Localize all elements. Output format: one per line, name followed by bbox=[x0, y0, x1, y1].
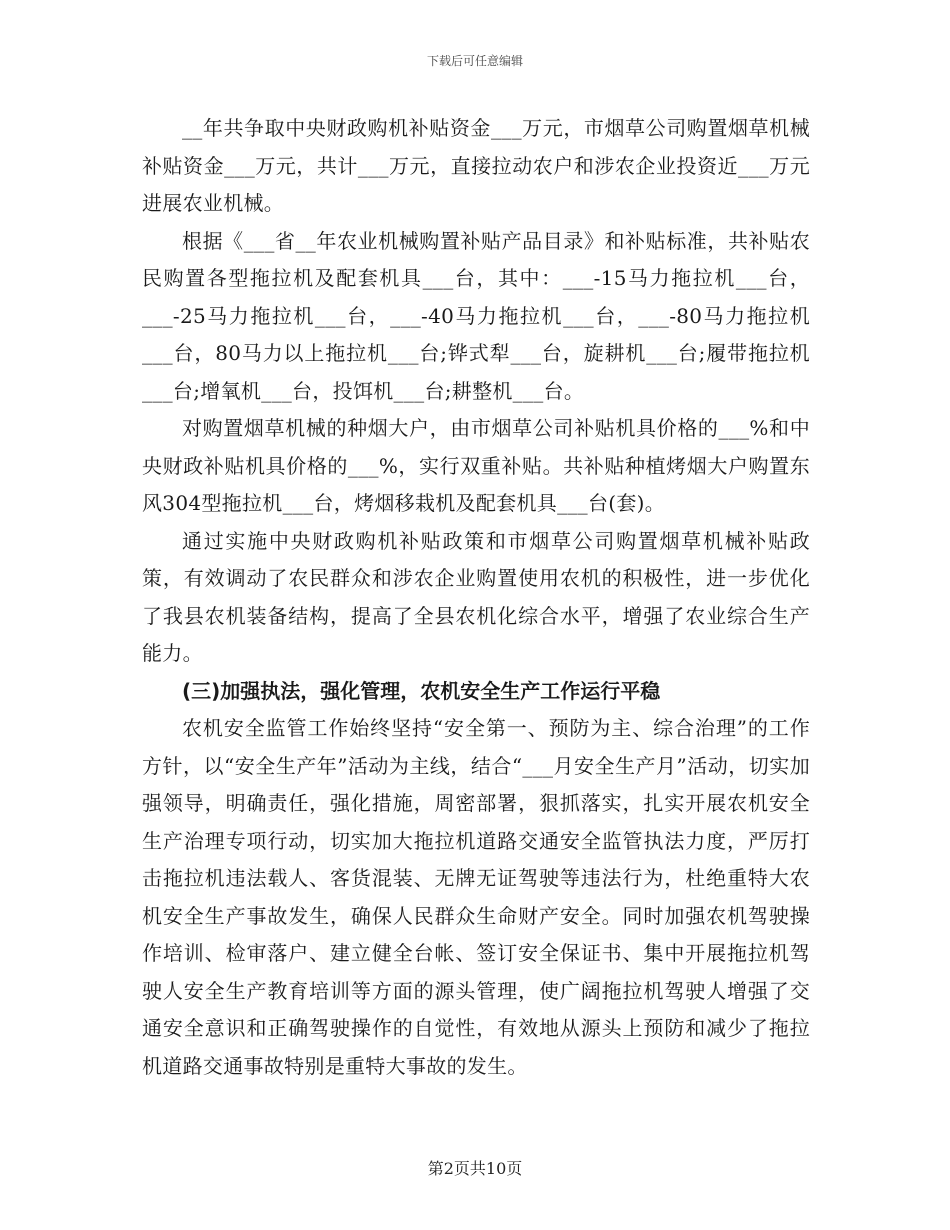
document-body bbox=[142, 110, 810, 1085]
paragraph-subsidy-catalog: 根据《___省__年农业机械购置补贴产品目录》和补贴标准，共补贴农民购置各型拖拉机及配套机具___台，其中：___-15马力拖拉机___台，___-25马力拖拉机___台，___-40马力拖拉机___台，___-80马力拖拉机___台，80马力以上拖拉机___台;铧式犁___台，旋耕机___台;履带拖拉机___台;增氧机___台，投饵机___台;耕整机___台。 bbox=[142, 228, 810, 403]
paragraph-safety-supervision: 农机安全监管工作始终坚持“安全第一、预防为主、综合治理”的工作方针，以“安全生产年”活动为主线，结合“___月安全生产月”活动，切实加强领导，明确责任，强化措施，周密部署，狠抓落实，扎实开展农机安全生产治理专项行动，切实加大拖拉机道路交通安全监管执法力度，严厉打击拖拉机违法载人、客货混装、无牌无证驾驶等违法行为，杜绝重特大农机安全生产事故发生，确保人民群众生命财产安全。同时加强农机驾驶操作培训、检审落户、建立健全台帐、签订安全保证书、集中开展拖拉机驾驶人安全生产教育培训等方面的源头管理，使广阔拖拉机驾驶人增强了交通安全意识和正确驾驶操作的自觉性，有效地从源头上预防和减少了拖拉机道路交通事故特别是重特大事故的发生。 bbox=[142, 716, 810, 1078]
page-header: 下载后可任意编辑 bbox=[426, 54, 523, 68]
section-heading: (三)加强执法，强化管理，农机安全生产工作运行平稳 bbox=[182, 678, 661, 703]
paragraph-subsidy-funds: __年共争取中央财政购机补贴资金___万元，市烟草公司购置烟草机械补贴资金___万元，共计___万元，直接拉动农户和涉农企业投资近___万元进展农业机械。 bbox=[142, 116, 810, 215]
paragraph-tobacco-subsidy: 对购置烟草机械的种烟大户，由市烟草公司补贴机具价格的___%和中央财政补贴机具价格的___%，实行双重补贴。共补贴种植烤烟大户购置东风304型拖拉机___台，烤烟移栽机及配套机具___台(套)。 bbox=[142, 416, 810, 515]
page-footer: 第2页共10页 bbox=[427, 1159, 523, 1178]
paragraph-policy-effect: 通过实施中央财政购机补贴政策和市烟草公司购置烟草机械补贴政策，有效调动了农民群众和涉农企业购置使用农机的积极性，进一步优化了我县农机装备结构，提高了全县农机化综合水平，增强了农业综合生产能力。 bbox=[142, 528, 810, 665]
